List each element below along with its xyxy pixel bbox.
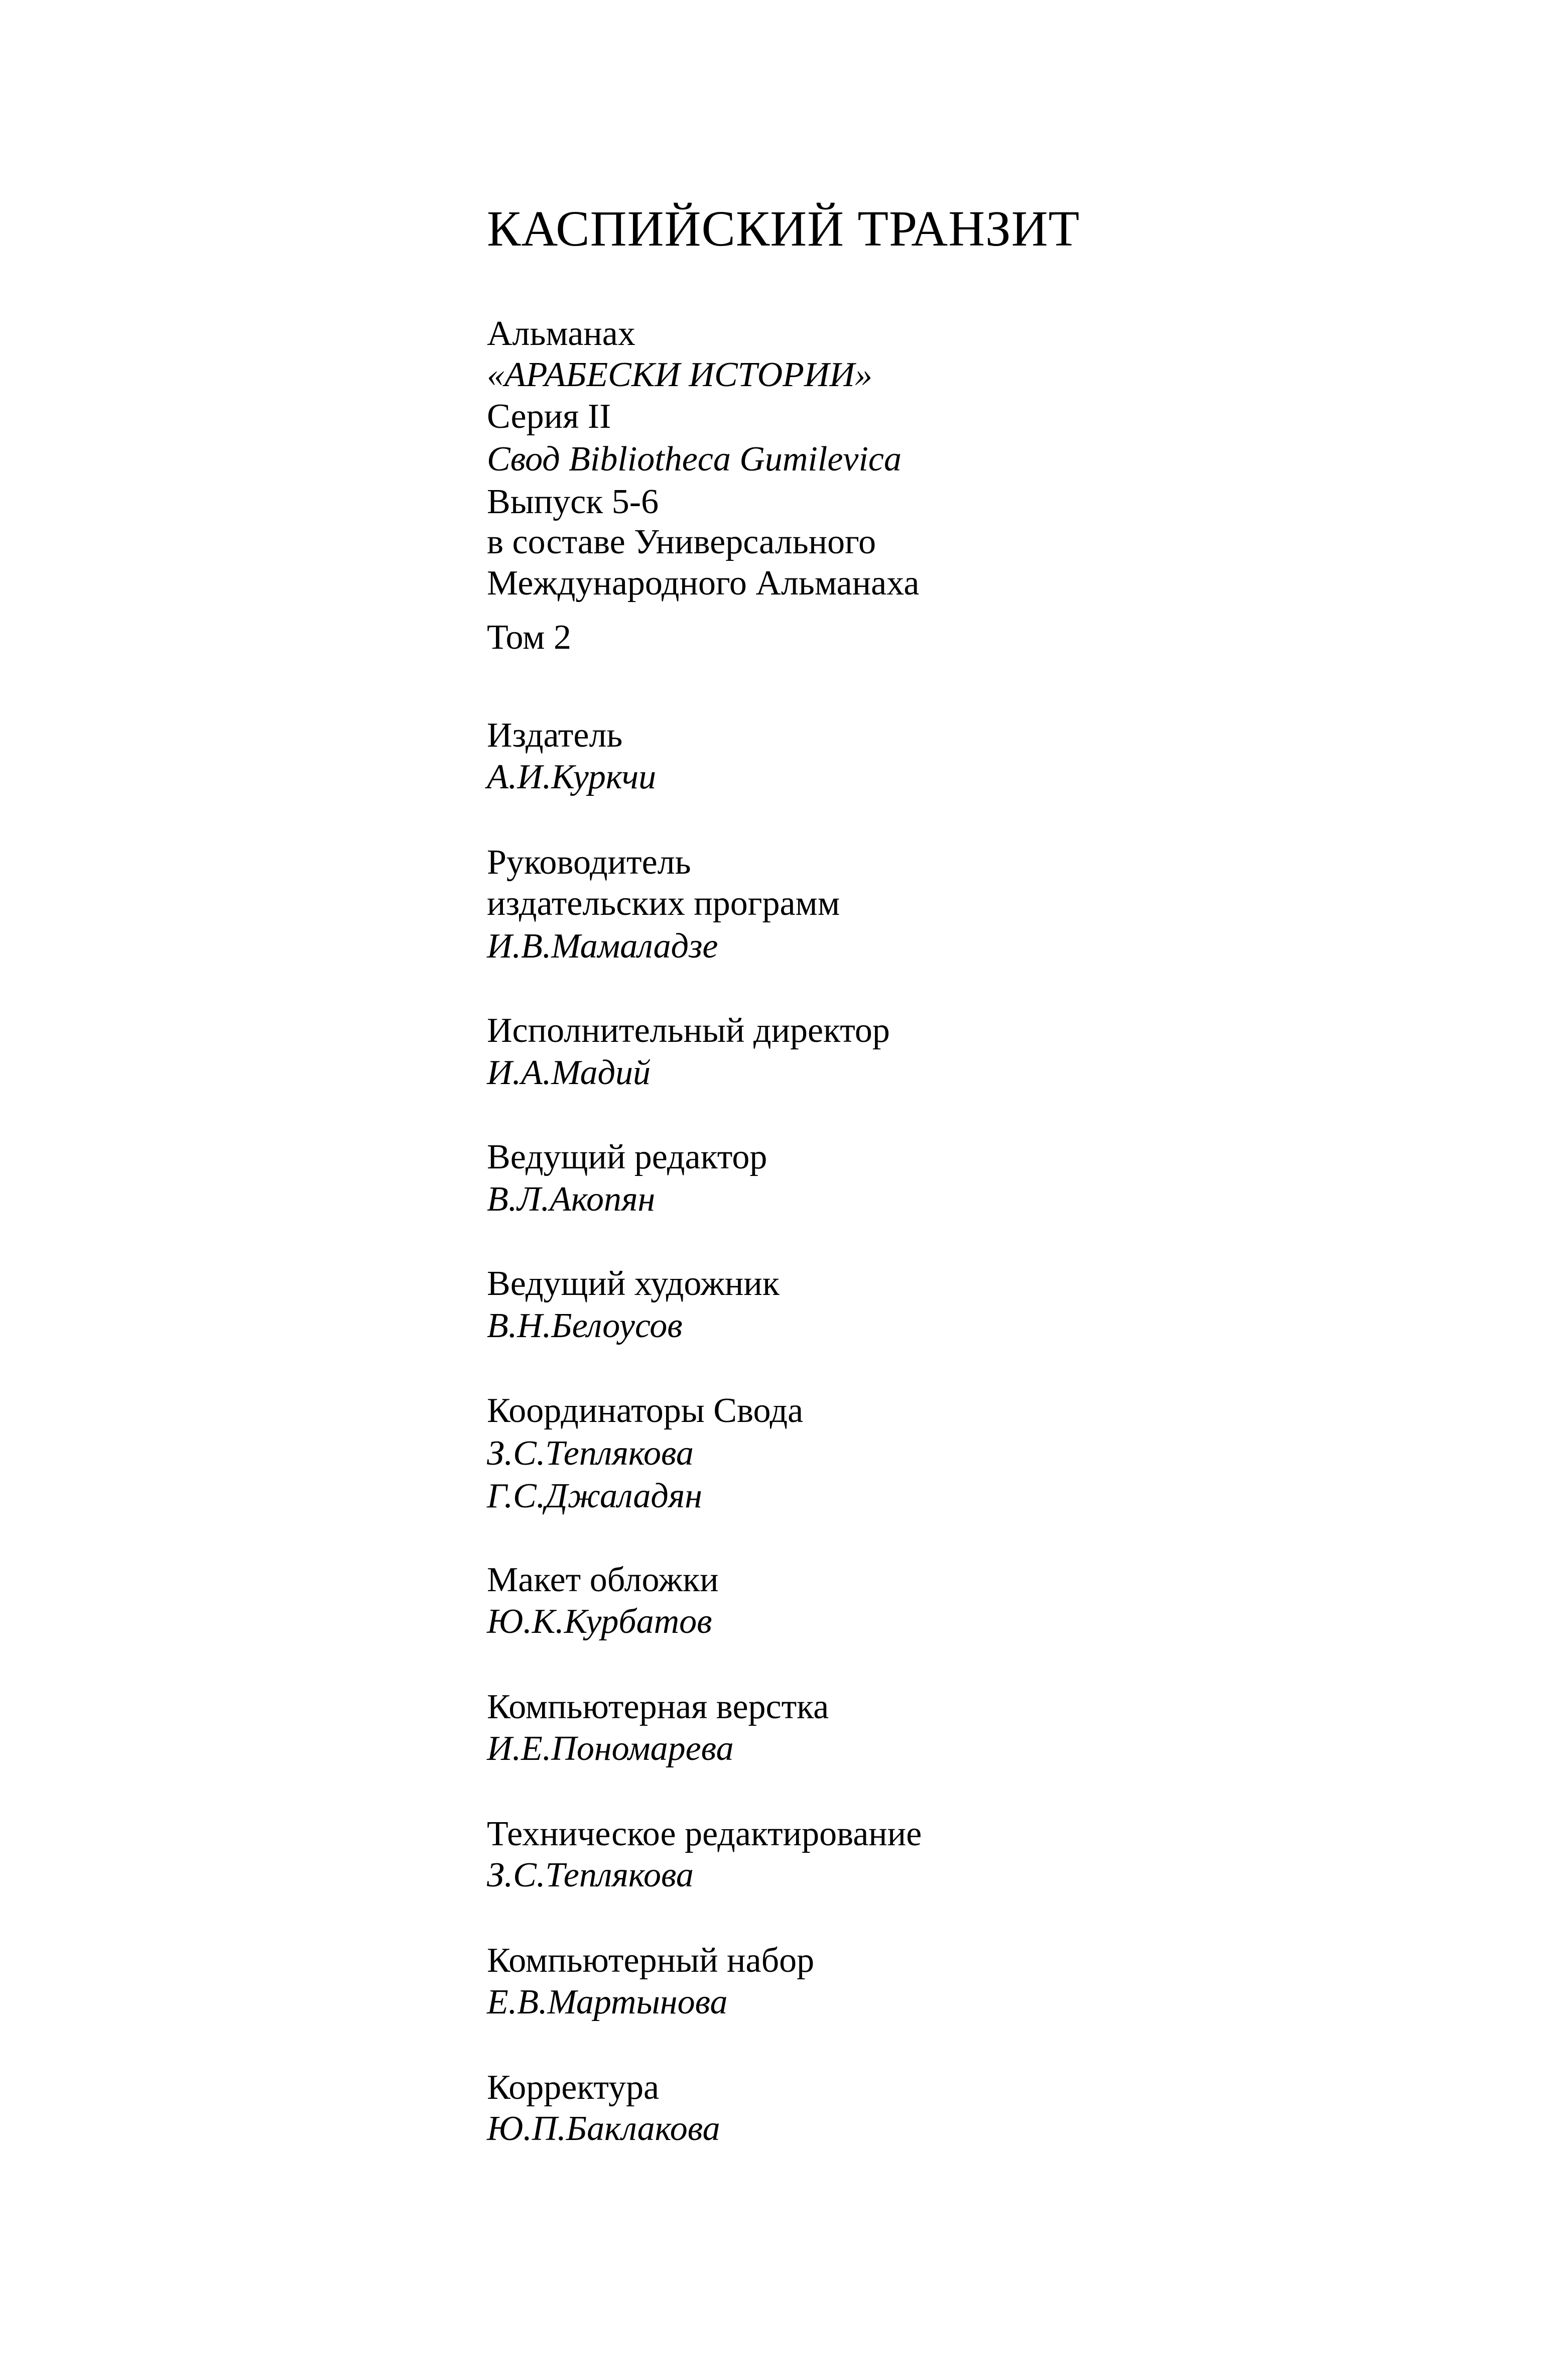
credit-name: Е.В.Мартынова <box>487 1983 728 2021</box>
book-title: КАСПИЙСКИЙ ТРАНЗИТ <box>487 200 1080 257</box>
credit-role: Координаторы Свода <box>487 1391 804 1430</box>
credit-role: Компьютерный набор <box>487 1941 815 1980</box>
credit-role: Исполнительный директор <box>487 1011 890 1050</box>
almanac-name: «АРАБЕСКИ ИСТОРИИ» <box>487 355 872 394</box>
credit-name: Ю.К.Курбатов <box>487 1602 712 1641</box>
credit-name: З.С.Теплякова <box>487 1856 694 1894</box>
credit-name: З.С.Теплякова <box>487 1434 694 1473</box>
credit-role: Ведущий художник <box>487 1264 780 1303</box>
context-line-2: Международного Альманаха <box>487 564 920 603</box>
credit-role: Макет обложки <box>487 1561 719 1599</box>
credit-role: издательских программ <box>487 884 840 923</box>
credit-name: И.Е.Пономарева <box>487 1729 734 1768</box>
credit-name: А.И.Куркчи <box>487 758 657 796</box>
volume-label: Том 2 <box>487 618 571 657</box>
credit-name: Г.С.Джаладян <box>487 1477 703 1515</box>
credit-role: Руководитель <box>487 843 691 882</box>
credit-role: Издатель <box>487 716 623 755</box>
imprint-page <box>487 0 1491 2380</box>
credit-name: В.Л.Акопян <box>487 1180 656 1219</box>
issue-label: Выпуск 5-6 <box>487 483 659 521</box>
credit-name: И.В.Мамаладзе <box>487 927 718 966</box>
series-label: Серия II <box>487 397 611 436</box>
credit-role: Техническое редактирование <box>487 1815 922 1853</box>
credit-role: Ведущий редактор <box>487 1138 767 1176</box>
credit-name: И.А.Мадий <box>487 1053 651 1092</box>
credit-role: Корректура <box>487 2068 660 2107</box>
credit-name: В.Н.Белоусов <box>487 1306 683 1345</box>
almanac-label: Альманах <box>487 314 635 353</box>
credit-name: Ю.П.Баклакова <box>487 2109 720 2148</box>
collection-name: Свод Bibliotheca Gumilevica <box>487 440 901 479</box>
context-line-1: в составе Универсального <box>487 523 876 561</box>
credit-role: Компьютерная верстка <box>487 1688 829 1726</box>
